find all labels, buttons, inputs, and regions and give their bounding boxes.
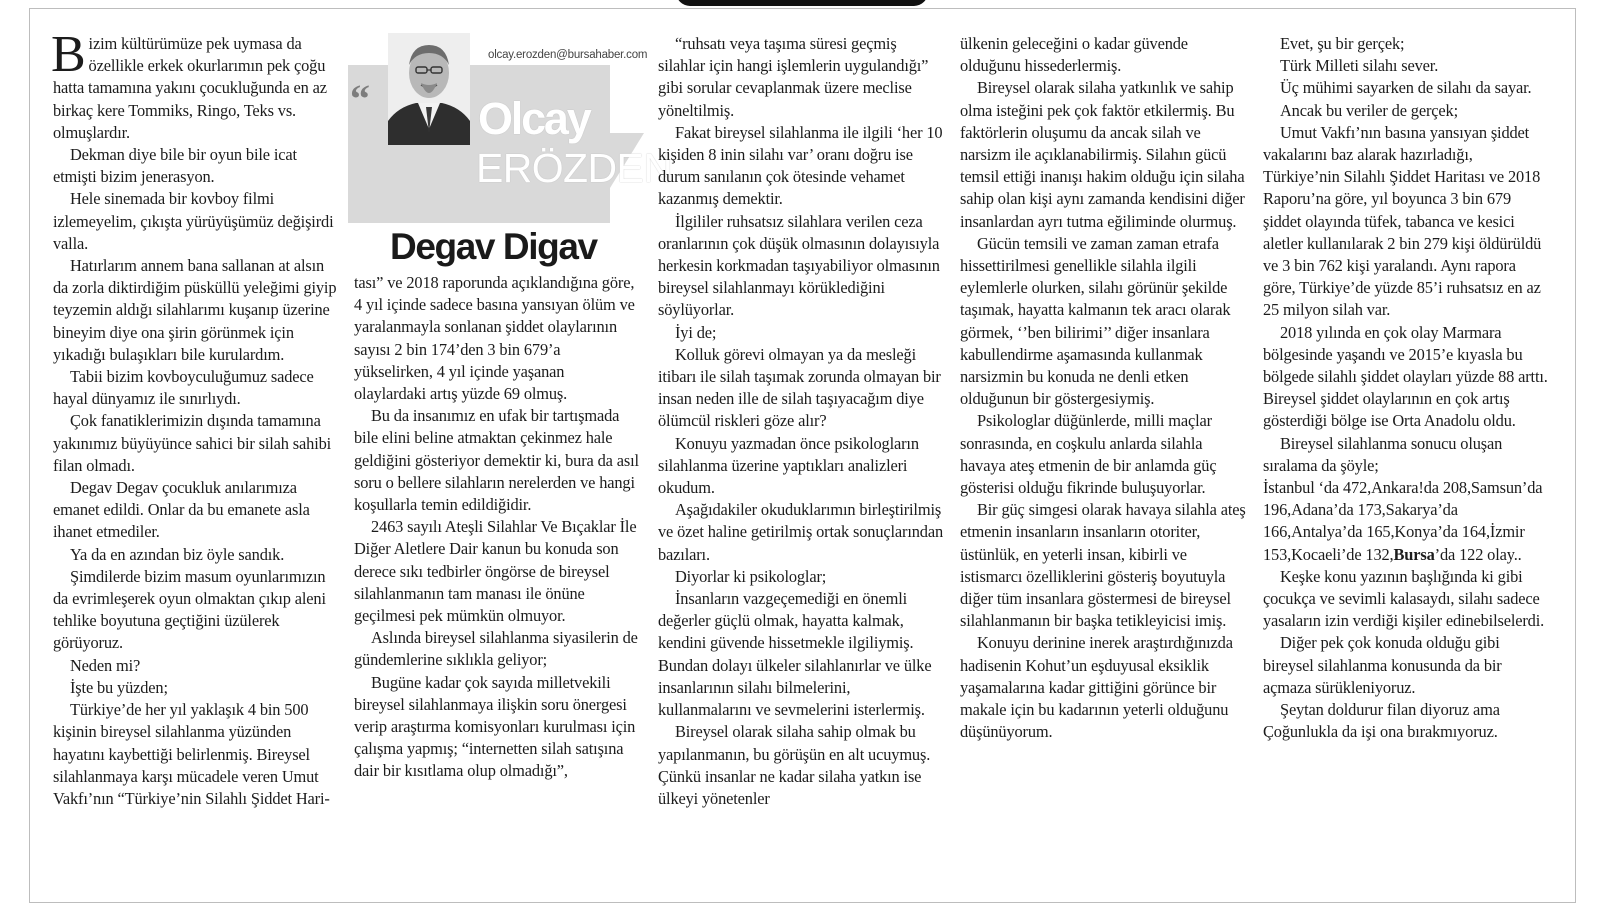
paragraph: ülkenin geleceğini o kadar güvende olduğunu hissederlermiş. [960, 34, 1188, 76]
paragraph: Şeytan doldurur filan diyoruz ama Çoğunlukla da işi ona bırakmıyoruz. [1263, 700, 1500, 742]
paragraph: Aslında bireysel silahlanma siyasilerin de gündemlerine sıklıkla geliyor; [354, 628, 638, 670]
paragraph: Aşağıdakiler okuduklarımın birleştirilmiş ve özet haline getirilmiş ortak sonuçlarından bazıları. [658, 500, 944, 564]
quote-mark-icon: “ [350, 76, 370, 121]
paragraph: İyi de; [675, 322, 717, 342]
paragraph: Kolluk görevi olmayan ya da mesleği itibarı ile silah taşımak zorunda olmayan bir insan neden ille de silah taşıyacağım diye ölümcül riskleri göze alır? [658, 344, 941, 431]
paragraph: Bu da insanımız en ufak bir tartışmada bile elini beline atmaktan çekinmez hale geldiğini gösteriyor demektir ki, bura da asıl soru o bellere silahların nerelerden ve hangi koşullarla temin edildiğidir. [354, 406, 639, 515]
paragraph: Konuyu yazmadan önce psikologların silahlanma üzerine yaptıkları analizleri okudum. [658, 433, 919, 498]
paragraph: Diyorlar ki psikologlar; [675, 566, 827, 586]
paragraph: Bizim kültürümüze pek uymasa da özellikle erkek okurlarımın pek çoğu hatta tamamına yakını çocukluğunda en az birkaç kere Tommiks, Ringo, Teks vs. olmuşlardır. [51, 26, 327, 142]
paragraph: Hatırlarım annem bana sallanan at alsın da zorla diktirdiğim püsküllü yeleğimi giyip teyzemin aldığı silahlarımı kuşanıp üzerine bineyim diye ona şirin görünmek için yıkadığı bulaşıkları bile kurulardım. [53, 256, 337, 364]
paragraph: Bireysel silahlanma sonucu oluşan sıralama da şöyle; [1263, 433, 1503, 475]
drop-cap: B [51, 26, 86, 83]
paragraph: Konuyu derinine inerek araştırdığınızda hadisenin Kohut’un eşduyusal eksiklik yaşamalarına kadar gittiğini görünce bir makale için bu kadarının yeterli olduğunu düşünüyorum. [960, 633, 1233, 742]
author-email[interactable]: olcay.erozden@bursahaber.com [488, 49, 648, 61]
city-ranking-paragraph: İstanbul ‘da 472,Ankara!da 208,Samsun’da 196,Adana’da 173,Sakarya’da 166,Antalya’da 165,Konya’da 164,İzmir 153,Kocaeli’de 132,Bursa’da 122 olay.. [1263, 478, 1543, 564]
paragraph: İşte bu yüzden; [70, 677, 168, 697]
article-headline: Degav Digav [390, 226, 597, 267]
article-column-5 [1263, 33, 1549, 744]
paragraph: Bireysel olarak silaha sahip olmak bu yapılanmanın, bu görüşün en alt ucuymuş. Çünkü insanlar ne kadar silaha yatkın ise ülkeyi yönetenler [658, 722, 931, 808]
paragraph: Üç mühimi sayarken de silahı da sayar. [1280, 78, 1532, 98]
paragraph: Şimdilerde bizim masum oyunlarımızın da evrimleşerek oyun olmaktan çıkıp aleni tehlike boyutuna geçtiğini üzülerek görüyoruz. [53, 566, 326, 653]
paragraph: Keşke konu yazının başlığında ki gibi çocukça ve sevimli kalasaydı, silahı sadece yasaların izin verdiği kişiler edinebilselerdi. [1263, 566, 1545, 631]
author-first-name: Olcay [478, 93, 590, 144]
paragraph: Hele sinemada bir kovboy filmi izlemeyelim, çıkışta yürüyüşümüz değişirdi valla. [53, 189, 334, 253]
paragraph: tası” ve 2018 raporunda açıklandığına göre, 4 yıl içinde sadece basına yansıyan ölüm ve yaralanmayla sonlanan şiddet olaylarının sayısı 2 bin 174’den 3 bin 679’a yükselirken, 4 yıl içinde yaşanan olaylardaki artış yüzde 69 olmuş. [354, 273, 635, 404]
paragraph: Ancak bu veriler de gerçek; [1280, 100, 1458, 120]
paragraph: Bireysel olarak silaha yatkınlık ve sahip olma isteğini pek çok faktör etkilermiş. Bu faktörlerin oluşumu da ancak silah ve narsizm ile açıklanabilirmiş. Silahın gücü temsil ettiği inanışı hakim olduğu için silaha sahip olan kişi aynı zamanda kendisini diğer insanlardan ayrı tutma eğiliminde olurmuş. [960, 78, 1245, 231]
paragraph: Bir güç simgesi olarak havaya silahla ateş etmenin insanların insanların otoriter, üstünlük, en yeterli insan, kibirli ve istismarcı özelliklerini gösteriş boyutuyla diğer tüm insanlara göstermesi de bireysel silahlanmanın bir başka tetikleyicisi imiş. [960, 500, 1246, 631]
paragraph: Psikologlar düğünlerde, milli maçlar sonrasında, en coşkulu anlarda silahla havaya ateş etmenin de bir anlamda güç gösterisi olduğu fikrinde buluşuyorlar. [960, 411, 1217, 498]
top-tab [676, 0, 928, 6]
paragraph: “ruhsatı veya taşıma süresi geçmiş silahlar için hangi işlemlerin uygulandığı” gibi sorular cevaplanmak üzere meclise yöneltilmiş. [658, 34, 929, 120]
author-header [348, 33, 673, 218]
author-photo [388, 33, 470, 145]
bold-city: Bursa [1393, 544, 1435, 564]
paragraph: Türk Milleti silahı sever. [1280, 56, 1439, 76]
paragraph: İnsanların vazgeçemediği en önemli değerler güçlü olmak, hayatta kalmak, kendini güvende hissetmekle ilgiliymiş. Bundan dolayı ülkeler silahlanırlar ve ülke insanlarının silahı bilmelerini, kullanmalarını ve sevmelerini isterlermiş. [658, 589, 932, 720]
article-column-1 [51, 26, 339, 810]
paragraph: Çok fanatiklerimizin dışında tamamına yakınımız büyüyünce sahici bir silah sahibi filan olmadı. [53, 411, 332, 475]
paragraph: Degav Degav çocukluk anılarımıza emanet edildi. Onlar da bu emanete asla ihanet etmediler. [53, 478, 310, 542]
article-column-3 [658, 33, 944, 810]
paragraph: Diğer pek çok konuda olduğu gibi bireysel silahlanma konusunda da bir açmaza sürükleniyoruz. [1263, 633, 1502, 697]
paragraph: Fakat bireysel silahlanma ile ilgili ‘her 10 kişiden 8 inin silahı var’ oranı doğru ise durum sanılanın çok ötesinde vehamet kazanmış demektir. [658, 122, 943, 209]
paragraph: Umut Vakfı’nın basına yansıyan şiddet vakalarını baz alarak hazırladığı, Türkiye’nin Silahlı Şiddet Haritası ve 2018 Raporu’na göre, yıl boyunca 3 bin 679 şiddet olayında tüfek, tabanca ve kesici aletler kullanılarak 2 bin 279 kişi öldürüldü ve 3 bin 762 kişi yaralandı. Aynı rapora göre, Türkiye’de yüzde 85’i ruhsatsız en az 25 milyon silah var. [1263, 122, 1542, 320]
paragraph: Tabii bizim kovboyculuğumuz sadece hayal dünyamız ile sınırlıydı. [53, 367, 314, 409]
paragraph: Türkiye’de her yıl yaklaşık 4 bin 500 kişinin bireysel silahlanma yüzünden hayatını kaybettiği belirlenmiş. Bireysel silahlanmaya karşı mücadele veren Umut Vakfı’nın “Türkiye’nin Silahlı Şiddet Hari- [53, 700, 330, 808]
paragraph: Gücün temsili ve zaman zaman etrafa hissettirilmesi genellikle silahla ilgili eylemlerle olurken, silahı görünür şekilde taşımak, hayatta kalmanın tek aracı olarak görmek, ‘’ben bilirimi’’ diğer insanlara kabullendirme aşamasında kullanmak narsizmin bu konuda ne denli etken olduğunun bir göstergesiymiş. [960, 233, 1231, 409]
paragraph: Ya da en azından biz öyle sandık. [70, 544, 285, 564]
paragraph: Dekman diye bile bir oyun bile icat etmişti bizim jenerasyon. [53, 145, 297, 187]
paragraph: Bugüne kadar çok sayıda milletvekili bireysel silahlanmaya ilişkin soru önergesi verip araştırma komisyonları kurulması için çalışma yapmış; “internetten silah satışına dair bir kısıtlama olup olmadığı”, [354, 672, 636, 781]
author-last-name: ERÖZDEN [476, 145, 673, 191]
paragraph: 2463 sayılı Ateşli Silahlar Ve Bıçaklar İle Diğer Aletlere Dair kanun bu konuda son derece sıkı tedbirler öngörse de bireysel silahlanmanın tam manası ile önüne geçilmesi pek mümkün olmuyor. [354, 517, 637, 626]
paragraph: Evet, şu bir gerçek; [1280, 34, 1405, 53]
paragraph: İlgililer ruhsatsız silahlara verilen ceza oranlarının çok düşük olmasının dolayısıyla herkesin korkmadan taşıyabiliyor olmasının bireysel silahlanmayı körüklediğini söylüyorlar. [658, 211, 940, 320]
paragraph: Neden mi? [70, 655, 141, 675]
article-column-2 [354, 272, 640, 783]
article-column-4 [960, 33, 1246, 744]
paragraph: 2018 yılında en çok olay Marmara bölgesinde yaşandı ve 2015’e kıyasla bu bölgede silahlı şiddet olayları yüzde 88 arttı. Bireysel şiddet olaylarının en çok artış gösterdiği bölge ise Orta Anadolu oldu. [1263, 322, 1548, 431]
